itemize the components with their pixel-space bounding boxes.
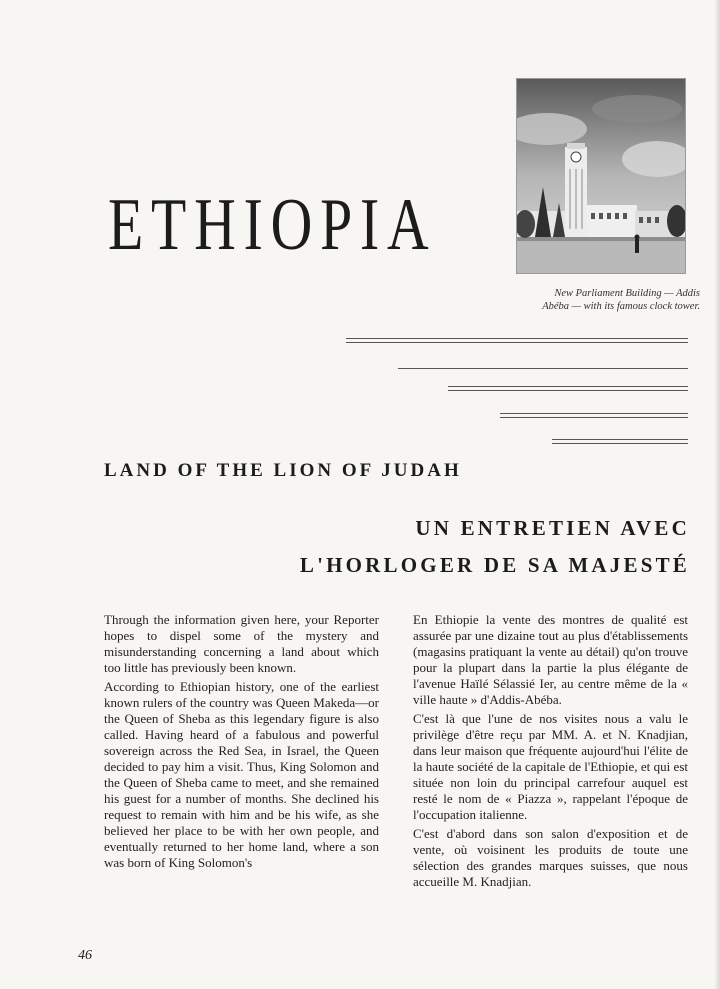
right-column [413, 612, 688, 893]
caption-line-1: New Parliament Building — Addis [554, 288, 700, 299]
photo-caption [512, 287, 700, 313]
caption-line-2: Abéba — with its famous clock tower. [542, 301, 700, 312]
decorative-rule-4 [500, 413, 688, 418]
paragraph: C'est là que l'une de nos visites nous a valu le privilège d'être reçu par MM. A. et N. Knadjian, dans leur maison que fréquente aujourd'hui l'élite de la haute société de la capitale de l'Ethiopie, et qui est située non loin du principal carrefour auquel est resté le nom de « Piazza », rappelant l'époque de l'occupation italienne. [413, 711, 688, 822]
decorative-rule-3 [448, 386, 688, 391]
parliament-building-photo [516, 78, 686, 274]
paragraph: C'est d'abord dans son salon d'exposition et de vente, où voisinent les produits de toute une sélection des grandes marques suisses, que nous accueille M. Knadjian. [413, 826, 688, 889]
heading-english: LAND OF THE LION OF JUDAH [104, 460, 462, 481]
decorative-rule-1 [346, 338, 688, 343]
paragraph: According to Ethiopian history, one of the earliest known rulers of the country was Queen Makeda—or the Queen of Sheba as this legendary figure is also called. Having heard of a fabulous and powerful sovereign across the Red Sea, in Israel, the Queen decided to pay him a visit. Thus, King Solomon and the Queen of Sheba came to meet, and she remained his guest for a number of months. She declined his request to remain with him and be his wife, as she believed her place to be with her own people, and eventually returned to her home land, where a son was born of King Solomon's [104, 679, 379, 870]
decorative-rule-2 [398, 368, 688, 369]
paragraph: Through the information given here, your Reporter hopes to dispel some of the mystery and misunderstanding concerning a land about which too little has previously been known. [104, 612, 379, 675]
left-column [104, 612, 379, 874]
page-number: 46 [78, 948, 92, 963]
page-title: ETHIOPIA [108, 184, 437, 266]
decorative-rule-5 [552, 439, 688, 444]
heading-french-line-2: L'HORLOGER DE SA MAJESTÉ [299, 553, 690, 577]
heading-french-line-1: UN ENTRETIEN AVEC [415, 516, 690, 540]
paragraph: En Ethiopie la vente des montres de qualité est assurée par une dizaine tout au plus d'établissements (magasins pratiquant la vente au détail) qu'on trouve pour la plupart dans la partie la plus élégante de l'avenue Haïlé Sélassié Ier, au centre même de la « ville haute » d'Addis-Abéba. [413, 612, 688, 707]
page-edge-shadow [714, 0, 720, 989]
